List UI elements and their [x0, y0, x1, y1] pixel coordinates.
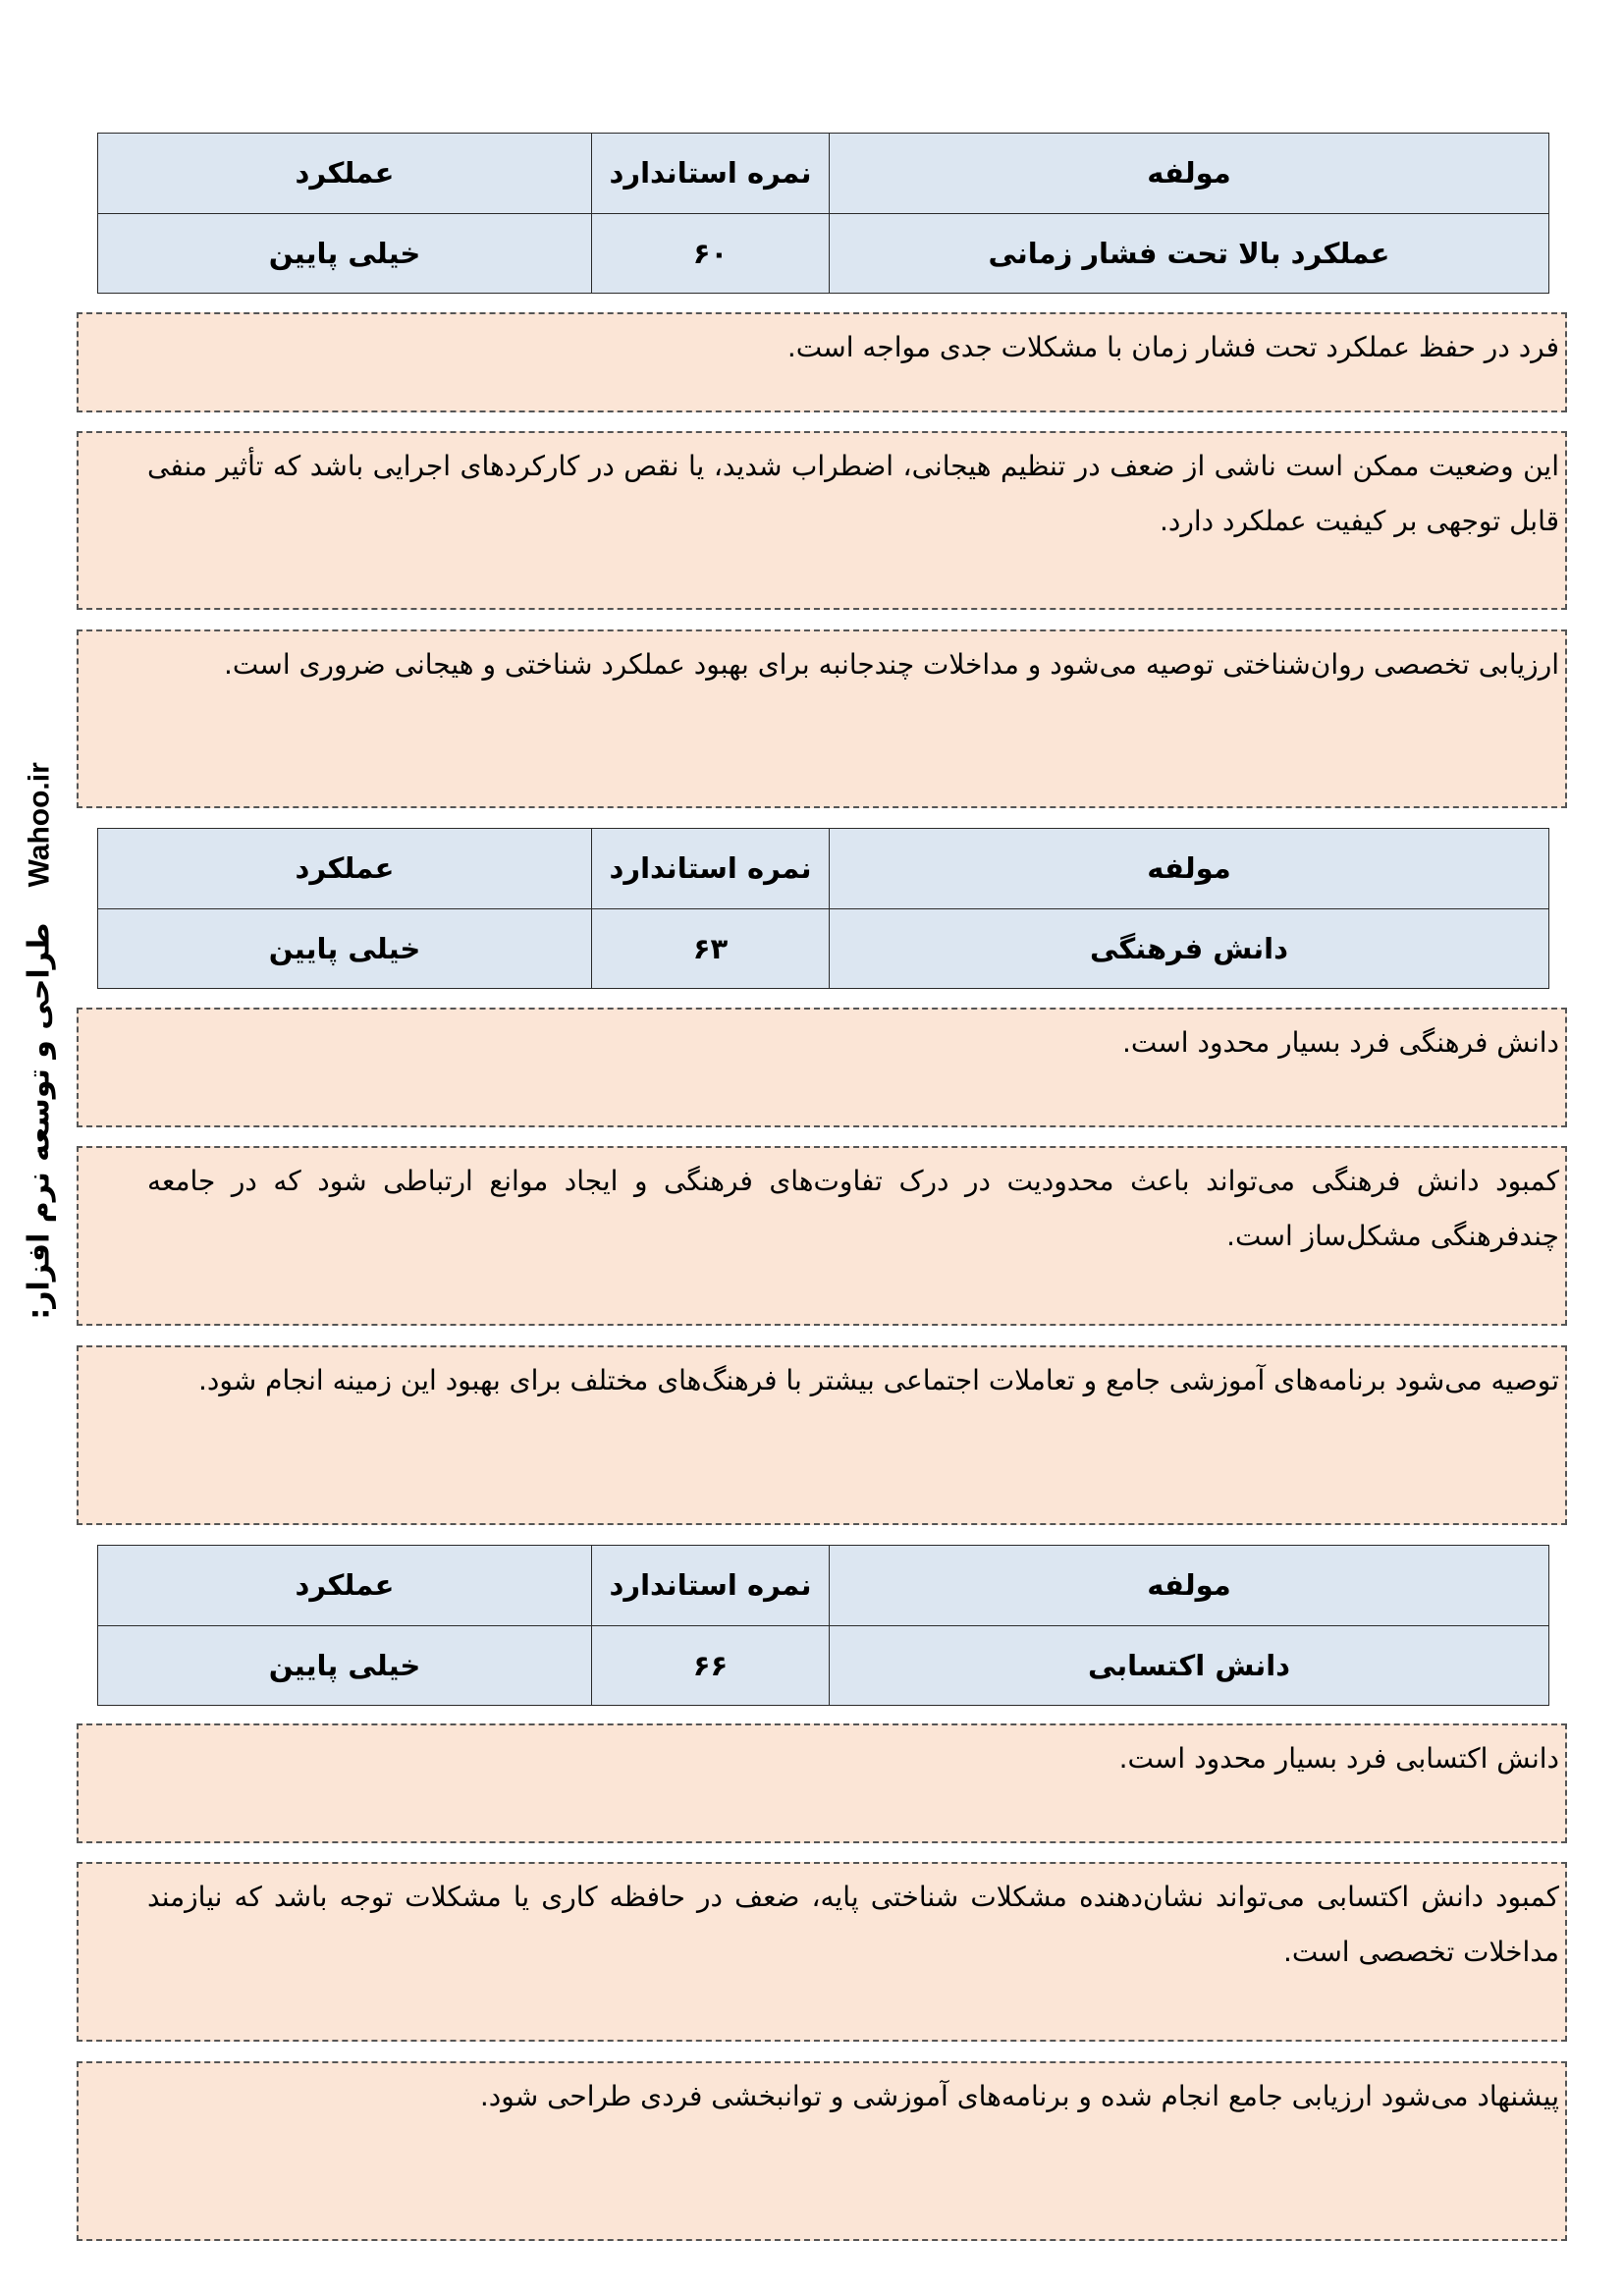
sidebar-credit — [10, 762, 69, 1320]
finding-note: دانش اکتسابی فرد بسیار محدود است. — [77, 1723, 1567, 1843]
standard-score-value: ۶۳ — [592, 908, 830, 989]
component-name: دانش اکتسابی — [830, 1625, 1549, 1706]
header-performance: عملکرد — [98, 829, 592, 909]
score-table-1 — [97, 133, 1549, 294]
standard-score-value: ۶۰ — [592, 213, 830, 294]
developer-credit-label: طراحی و توسعه نرم افزار: — [22, 922, 57, 1320]
header-performance: عملکرد — [98, 134, 592, 214]
score-table-2 — [97, 828, 1549, 989]
header-standard-score: نمره استاندارد — [592, 134, 830, 214]
finding-note: فرد در حفظ عملکرد تحت فشار زمان با مشکلات جدی مواجه است. — [77, 312, 1567, 412]
header-standard-score: نمره استاندارد — [592, 829, 830, 909]
interpretation-note: کمبود دانش فرهنگی می‌تواند باعث محدودیت در درک تفاوت‌های فرهنگی و ایجاد موانع ارتباطی شود که در جامعه چندفرهنگی مشکل‌ساز است. — [77, 1146, 1567, 1326]
interpretation-note: این وضعیت ممکن است ناشی از ضعف در تنظیم هیجانی، اضطراب شدید، یا نقص در کارکردهای اجرایی باشد که تأثیر منفی قابل توجهی بر کیفیت عملکرد دارد. — [77, 431, 1567, 610]
recommendation-note: پیشنهاد می‌شود ارزیابی جامع انجام شده و برنامه‌های آموزشی و توانبخشی فردی طراحی شود. — [77, 2061, 1567, 2241]
header-performance: عملکرد — [98, 1546, 592, 1626]
header-standard-score: نمره استاندارد — [592, 1546, 830, 1626]
performance-value: خیلی پایین — [98, 908, 592, 989]
performance-value: خیلی پایین — [98, 213, 592, 294]
interpretation-note: کمبود دانش اکتسابی می‌تواند نشان‌دهنده مشکلات شناختی پایه، ضعف در حافظه کاری یا مشکلات توجه باشد که نیازمند مداخلات تخصصی است. — [77, 1862, 1567, 2042]
finding-note: دانش فرهنگی فرد بسیار محدود است. — [77, 1008, 1567, 1127]
score-table-3 — [97, 1545, 1549, 1706]
recommendation-note: توصیه می‌شود برنامه‌های آموزشی جامع و تعاملات اجتماعی بیشتر با فرهنگ‌های مختلف برای بهبود این زمینه انجام شود. — [77, 1345, 1567, 1525]
header-component: مولفه — [830, 1546, 1549, 1626]
site-link[interactable]: Wahoo.ir — [23, 762, 55, 888]
component-name: دانش فرهنگی — [830, 908, 1549, 989]
component-name: عملکرد بالا تحت فشار زمانی — [830, 213, 1549, 294]
header-component: مولفه — [830, 134, 1549, 214]
performance-value: خیلی پایین — [98, 1625, 592, 1706]
recommendation-note: ارزیابی تخصصی روان‌شناختی توصیه می‌شود و مداخلات چندجانبه برای بهبود عملکرد شناختی و هیجانی ضروری است. — [77, 629, 1567, 808]
header-component: مولفه — [830, 829, 1549, 909]
standard-score-value: ۶۶ — [592, 1625, 830, 1706]
